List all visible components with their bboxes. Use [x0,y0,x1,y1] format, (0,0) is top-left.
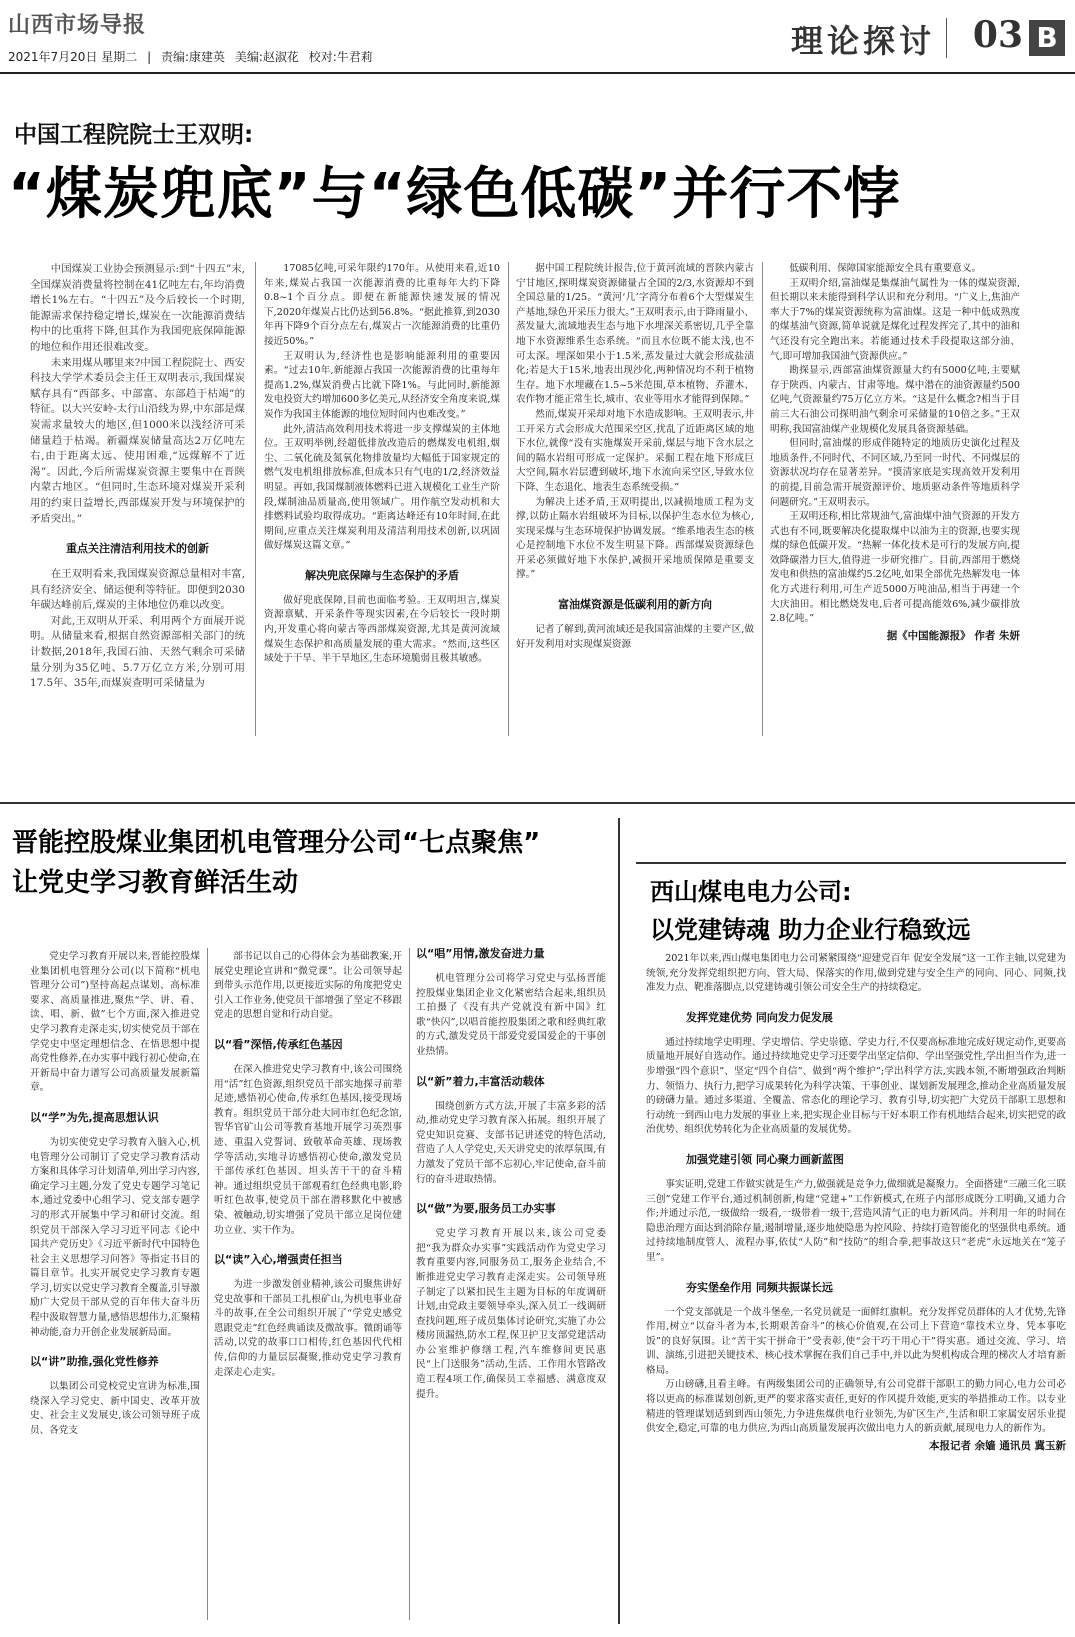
article-divider [618,818,620,1624]
article1-para: 勘探显示,西部富油煤资源量大约有5000亿吨,主要赋存于陕西、内蒙古、甘肃等地。煤中潜在的油资源量约500亿吨,气资源量约75万亿立方米。“这是什么概念?相当于目前三大石油公司探明油气剩余可采储量的10倍之多。”王双明称,我国富油煤产业规模化发展具备资源基础。 [770,365,1020,435]
article2-para: 党史学习教育开展以来,晋能控股煤业集团机电管理分公司(以下简称“机电管理分公司”)坚持高起点谋划、高标准要求、高质量推进,聚焦“学、讲、看、读、唱、新、做”七个方面,深入推进党史学习教育走深走实,切实使党员干部在学党史中坚定理想信念、在悟思想中提高党性修养,在办实事中践行初心使命,在开新局中奋力谱写公司高质量发展新篇章。 [30,951,200,1094]
article1-para: 记者了解到,黄河流域还是我国富油煤的主要产区,做好开发利用对实现煤炭资源 [516,624,754,650]
article2-headline-line2: 让党史学习教育鲜活生动 [12,868,299,898]
issue-info [8,48,379,65]
article2-subhead: 以“做”为要,服务员工办实事 [416,1202,556,1216]
column-divider [409,948,410,1620]
article3-top-rule [636,862,1066,864]
article2-para: 机电管理分公司将学习党史与弘扬晋能控股煤业集团企业文化紧密结合起来,组织员工拍摄了《没有共产党就没有新中国》红歌“快闪”,以唱首能控股集团之歌和经典红歌的方式,激发党员干部爱党爱国爱企的干事创业热情。 [416,973,606,1057]
column-divider [508,262,509,736]
article1-para: 据中国工程院统计报告,位于黄河流域的晋陕内蒙古宁甘地区,探明煤炭资源储量占全国的2/3,水资源却不到全国总量的1/25。“黄河‘几’字湾分布着6个大型煤炭生产基地,绿色开采压力很大。”王双明表示,由于降雨量小、蒸发量大,流域地表生态与地下水埋深关系密切,几乎全靠地下水资源维系生态系统。“而且水位既不能太浅,也不可太深。埋深如果小于1.5米,蒸发量过大就会形成盐渍化;若是大于15米,地表出现沙化,两种情况均不利于植物生存。地下水埋藏在1.5~5米范围,草本植物、乔灌木、农作物才能正常生长,城市、农业等用水才能得到保障。” [516,263,754,406]
article-separator [0,802,1075,804]
article1-column-1 [30,262,245,738]
issue-date: 2021年7月20日 星期二 [8,50,138,64]
article2-subhead: 以“讲”助推,强化党性修养 [30,1355,159,1369]
article1-headline: “煤炭兜底”与“绿色低碳”并行不悖 [8,162,901,227]
article1-para: 低碳利用、保障国家能源安全具有重要意义。 [789,263,982,274]
article1-para: 做好兜底保障,目前也面临考验。王双明坦言,煤炭资源禀赋、开采条件等现实因素,在今后较长一段时期内,开发重心将向蒙古等西部煤炭资源,尤其是黄河流域煤炭生态保护和高质量发展的重大需求。“然而,这些区域处于干旱、半干旱地区,生态环境脆弱且极其敏感。 [264,594,500,665]
article3-subhead: 夯实堡垒作用 同频共振谋长远 [686,1280,833,1294]
article1-column-4 [770,262,1020,738]
article3-subhead: 发挥党建优势 同向发力促发展 [686,1010,833,1024]
article2-para: 部书记以自己的心得体会为基础教案,开展党史理论宣讲和“微党课”。让公司领导起到带头示范作用,以更接近实际的角度把党史引入工作业务,使党员干部增强了坚定不移跟党走的思想自觉和行动自觉。 [214,951,402,1021]
article2-para: 为进一步激发创业精神,该公司聚焦讲好党史故事和干部员工扎根矿山,为机电事业奋斗的故事,在全公司组织开展了“学党史感党恩跟党走”红色经典诵读及微故事。微朗诵等活动,以党的故事口口相传,红色基因代代相传,信仰的力量层层凝聚,推动党史学习教育走深走心走实。 [214,1279,402,1378]
editor-credit: 责编:康建英 [160,50,226,64]
article1-subhead: 解决兜底保障与生态保护的矛盾 [305,568,459,582]
article1-subhead: 重点关注清洁利用技术的创新 [66,542,209,556]
proof-credit: 校对:牛君莉 [308,50,373,64]
article3-subhead: 加强党建引领 同心聚力画新蓝图 [686,1152,844,1166]
article1-para: 然而,煤炭开采却对地下水造成影响。王双明表示,井工开采方式会形成大范围采空区,扰乱了近距离区域的地下水位,就像“没有实施煤炭开采前,煤层与地下含水层之间的隔水岩组可形成一定保护。采掘工程在地下形成巨大空间,隔水岩层遭到破坏,地下水流向采空区,导致水位下降、生态退化、地表生态系统受损。” [516,408,754,493]
page-badge: B [1029,20,1065,56]
masthead-rule [0,72,1075,74]
article1-column-2 [264,262,500,738]
article1-para: 王双明还称,相比常规油气,富油煤中油气资源的开发方式也有不同,既要解决化提取煤中以油为主的资源,也要实现煤的绿色低碳开发。“热解一体化技术是可行的发展方向,提效降碳潜力巨大,值得进一步研究推广。目前,西部用于燃烧发电和供热的富油煤约5.2亿吨,如果全部优先热解发电一体化方式进行利用,可生产近5000万吨油品,相当于再建一个大庆油田。相比燃烧发电,后者可提高能效6%,减少碳排放2.8亿吨。” [770,511,1020,625]
article3-reporter: 本报记者 余嫱 [929,1439,996,1452]
info-separator: | [147,50,152,64]
article1-para: 此外,清洁高效利用技术将进一步支撑煤炭的主体地位。王双明举例,经超低排放改造后的燃煤发电机组,烟尘、二氧化硫及氮氧化物排放量均大幅低于国家规定的燃气发电机组排放标准,但成本只有气电的1/2,经济效益明显。再如,我国煤制液体燃料已进入规模化工业生产阶段,煤制油品质量高,使用领域广。用作航空发动机和大排燃料试验均取得成功。“距离达峰还有10年时间,在此期间,应重点关注煤炭利用及清洁利用技术创新,以巩固做好煤炭这篇文章。” [264,423,500,552]
article1-byline: 据《中国能源报》 作者 朱妍 [886,629,1020,642]
article1-para: 为解决上述矛盾,王双明提出,以减损地质工程为支撑,以防止隔水岩组破坏为目标,以保护生态水位为核心,实现采煤与生态环境保护协调发展。“维系地表生态的核心是控制地下水位不发生明显下降。西部煤炭资源绿色开采必须做好地下水保护,减损开采地质保障是重要支撑。” [516,496,754,581]
article1-column-3 [516,262,754,738]
article1-para: 对此,王双明从开采、利用两个方面展开说明。从储量来看,根据自然资源部相关部门的统计数据,2018年,我国石油、天然气剩余可采储量分别为35亿吨、5.7万亿立方米,分别可用17.5年、35年,而煤炭查明可采储量为 [30,614,245,690]
article1-para: 王双明介绍,富油煤是集煤油气属性为一体的煤炭资源,但长期以来未能得到科学认识和充分利用。“广义上,焦油产率大于7%的煤炭资源统称为富油煤。这是一种中低成熟度的煤基油气资源,简单说就是煤化过程发挥完了,其中的油和气还没有完全跑出来。若能通过技术手段提取这部分油、气,即可增加我国油气资源供应。” [770,277,1020,362]
article2-para: 以集团公司党校党史宣讲为标准,围绕深入学习党史、新中国史、改革开放史、社会主义发展史,该公司领导班子成员、各党支 [30,1381,200,1437]
article3-para: 事实证明,党建工作做实就是生产力,做强就是竞争力,做细就是凝聚力。全面搭建“三融三化三联三创”党建工作平台,通过机制创新,构建“党建+”工作新模式,在班子内部形成既分工明确,又通力合作;并通过示范,一级做给一级看,一级带着一级干,营造风清气正的电力新风尚。并利用一年的时间在隐患治理方面达到消除存量,遏制增量,逐步地使隐患为控风险、持续打造智能化的坚强供电系统。通过持续地制度管人、流程办事,依仗“人防”和“技防”的组合拳,把事故这只“老虎”永远地关在“笼子里”。 [646,1178,1066,1263]
article1-para: 在王双明看来,我国煤炭资源总量相对丰富,具有经济安全、储运便利等特征。即便到2030年碳达峰前后,煤炭的主体地位仍难以改变。 [30,568,245,612]
article3-para: 通过持续地学史明理、学史增信、学史崇德、学史力行,不仅要高标准地完成好规定动作,更要高质量地开展好自选动作。通过持续地党史学习还要学出坚定信仰、学出坚强党性,学出担当作为,进一步增强“四个意识”、坚定“四个自信”、做到“两个维护”;学出科学方法,实践本领,不断增强政治判断力、领悟力、执行力,把学习成果转化为科学决策、干事创业、谋划新发展理念,推动企业高质量发展的磅礴力量。通过多渠道、全覆盖、常态化的理论学习、教育引导,切实把广大党员干部职工思想和行动统一到西山电力发展的事业上来,把实现企业目标与干好本职工作有机地结合起来,切实把党的政治优势、组织优势转化为企业高质量的发展优势。 [646,1036,1066,1136]
article1-lead-para: 未来用煤从哪里来?中国工程院院士、西安科技大学学术委员会主任王双明表示,我国煤炭赋存具有“西部多、中部富、东部趋于枯竭”的特征。以大兴安岭-太行山沿线为界,中东部是煤炭需求量较大的地区,但1000米以浅经济可采储量趋于枯竭。新疆煤炭储量高达2万亿吨左右,由于距离太远、使用困难,“远煤解不了近渴”。因此,今后所需煤炭资源主要集中在晋陕内蒙古地区。“但同时,生态环境对煤炭开采利用的约束日益增长,西部煤炭开发与环境保护的矛盾突出。” [30,356,245,525]
article3-para: 万山磅礴,且看主峰。有两级集团公司的正确领导,有公司党群干部职工的勤力同心,电力公司必将以更高的标准谋划创新,更严的要求落实责任,更好的作风提升效能,更实的举措推动工作。以专业精进的管理谋划适到到西山领先,力争进焦煤供电行业领先,为矿区生产,生活和职工家属安居乐业提供安全,稳定,可靠的电力供应,为西山高质量发展再次做出电力人的新贡献,展现电力人的新作为。 [646,1379,1066,1435]
article3-para: 一个党支部就是一个战斗堡垒,一名党员就是一面鲜红旗帜。充分发挥党员群体的人才优势,先锋作用,树立“以奋斗者为本,长期艰苦奋斗”的核心价值观,在公司上下营造“靠技术立身、凭本事吃饭”的良好氛围。让“苦干实干拼命干”受表彰,使“会干巧干用心干”得实惠。通过交流、学习、培训、演练,引进把关键技术、核心技术掌握在我们自己手中,并以此为契机构成合理的梯次人才培育新格局。 [646,1306,1066,1376]
column-divider [207,948,208,1620]
article3-headline-line1: 西山煤电电力公司: [650,878,852,906]
article2-column-2 [214,950,402,1622]
section-name: 理论探讨 [790,22,935,60]
article2-para: 围绕创新方式方法,开展了丰富多彩的活动,推动党史学习教育深入拓展。组织开展了党史知识竞赛、支部书记讲述党的特色活动,营造了人人学党史,天天讲党史的浓厚氛围,有力激发了党员干部不忘初心,牢记使命,奋斗前行的奋斗进取热情。 [416,1100,606,1185]
column-divider [762,262,763,736]
article1-subhead: 富油煤资源是低碳利用的新方向 [558,598,712,612]
article3-byline [646,1439,1066,1454]
article1-para: 17085亿吨,可采年限约170年。从使用来看,近10年来,煤炭占我国一次能源消费的比重每年大约下降0.8~1个百分点。即便在新能源快速发展的情况下,2020年煤炭占比仍达到56.8%。“据此推算,到2030年再下降9个百分点左右,煤炭占一次能源消费的比重仍接近50%。” [264,263,500,347]
paper-name: 山西市场导报 [8,13,147,38]
article3-correspondent: 通讯员 冀玉新 [999,1439,1066,1452]
article3-body [646,952,1066,1624]
article2-column-3 [416,946,606,1622]
article2-para: 为切实使党史学习教育入脑入心,机电管理分公司制订了党史学习教育活动方案和具体学习计划清单,列出学习内容,确定学习主题,分发了党史专题学习笔记本,通过党委中心组学习、党支部专题学习的形式开展集中学习和研讨交流。组织党员干部深入学习习近平同志《论中国共产党历史》《习近平新时代中国特色社会主义思想学习问答》等指定书目的篇目章节。扎实开展党史学习教育专题学习,切实以党史学习教育全覆盖,引导激励广大党员干部从党的百年伟大奋斗历程中汲取智慧力量,感悟思想伟力,汇聚精神动能,奋力开创企业发展新局面。 [30,1136,200,1338]
article3-para: 2021年以来,西山煤电集团电力公司紧紧围绕“迎建党百年 促安全发展”这一工作主轴,以党建为统领,充分发挥党组织把方向、管大局、保落实的作用,做到党建与安全生产的同向、同心、同频,找准发力点、靶准落脚点,以党建铸魂引领公司安全生产的持续稳定。 [646,953,1066,994]
article2-headline-line1: 晋能控股煤业集团机电管理分公司“七点聚焦” [12,828,541,858]
section-divider [946,18,947,58]
article2-subhead: 以“学”为先,提高思想认识 [30,1110,159,1124]
masthead [0,0,1075,72]
article1-lead-para: 中国煤炭工业协会预测显示:到“十四五”末,全国煤炭消费量将控制在41亿吨左右,年均消费增长1%左右。“十四五”及今后较长一个时期,能源需求保持稳定增长,煤炭在一次能源消费结构中的比重将下降,但其作为我国兜底保障能源的地位和作用还很难改变。 [30,263,245,353]
article2-column-1 [30,950,200,1622]
article2-subhead: 以“新”着力,丰富活动载体 [416,1074,545,1088]
article2-para: 在深入推进党史学习教育中,该公司围绕用“活”红色资源,组织党员干部实地探寻前辈足迹,感悟初心使命,传承红色基因,接受现场教育。组织党员干部分赴大同市红色纪念馆,智华官矿山公司等教育基地开展学习英烈事迹、重温入党誓词、致敬革命英雄、现场教学等活动,实地寻访感悟初心使命,激发党员干部传承红色基因、坦头苦干干的奋斗精神。通过组织党员干部观看红色经典电影,聆听红色故事,使党员干部在潜移默化中被感染、被触动,切实增强了党员干部立足岗位建功立业、实干作为。 [214,1063,402,1236]
article2-para: 党史学习教育开展以来,该公司党委把“我为群众办实事”实践活动作为党史学习教育重要内容,同服务员工,服务企业结合,不断推进党史学习教育走深走实。公司领导班子制定了以紧扣民生主题为目标的年度调研计划,由党政主要领导牵头,深入员工一线调研查找问题,班子成员集体讨论研究,实施了办公楼房顶漏热,防水工程,保卫护卫支部党建活动办公室维护修缮工程,汽车维修间更民惠民“上门送服务”活动,生活、工作用水管路改造工程4项工作,确保员工幸福感、满意度双提升。 [416,1228,606,1400]
article1-para: 但同时,富油煤的形成伴随特定的地质历史演化过程及地质条件,不同时代、不同区域,乃至同一时代、不同煤层的资源状况均存在显著差异。“摸清家底是实现高效开发利用的前提,目前急需开展资源评价、地质驱动条件等地质科学问题研究。”王双明表示。 [770,438,1020,508]
article2-subhead: 以“唱”用情,激发奋进力量 [416,947,545,960]
column-divider [255,262,256,736]
article2-subhead: 以“读”入心,增强责任担当 [214,1253,343,1267]
designer-credit: 美编:赵淑花 [234,50,299,64]
article2-subhead: 以“看”深悟,传承红色基因 [214,1037,343,1051]
article3-headline-line2: 以党建铸魂 助力企业行稳致远 [650,916,971,944]
article1-para: 王双明认为,经济性也是影响能源利用的重要因素。“过去10年,新能源占我国一次能源消费的比重每年提高1.2%,煤炭消费占比就下降1%。与此同时,新能源发电投资大约增加600多亿美元,从经济安全角度来说,煤炭作为我国主体能源的地位短时间内也难改变。” [264,350,500,420]
article1-kicker: 中国工程院院士王双明: [14,122,254,148]
page-number: 03 [972,14,1023,56]
